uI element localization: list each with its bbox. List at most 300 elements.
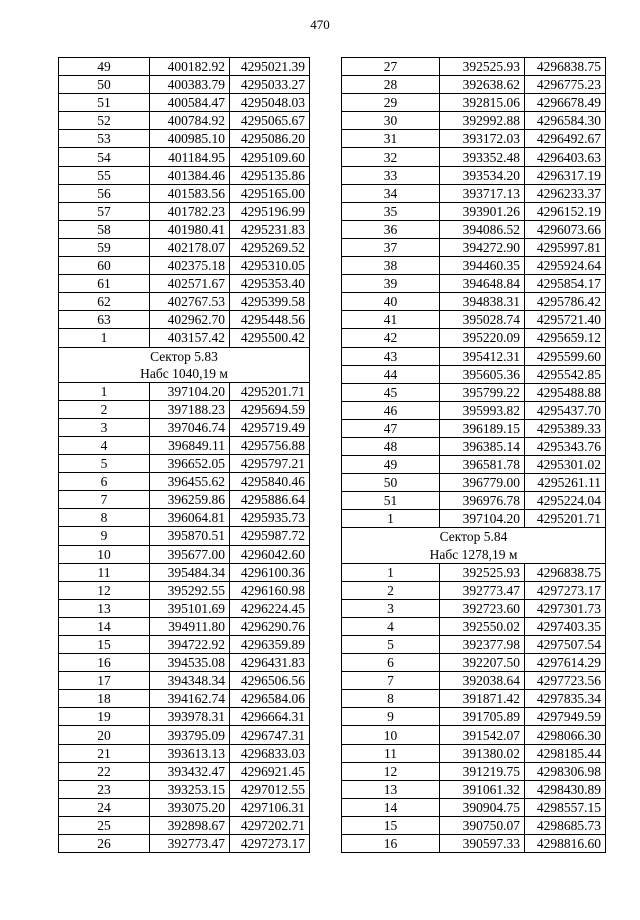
coordinate-y: 4297723.56	[525, 672, 606, 690]
point-number: 23	[59, 780, 150, 798]
table-row	[59, 599, 310, 617]
coordinate-x: 396779.00	[440, 474, 525, 492]
table-row	[342, 762, 606, 780]
coordinates-table-right	[341, 57, 606, 853]
coordinate-y: 4295301.02	[525, 456, 606, 474]
table-row	[342, 76, 606, 94]
coordinate-y: 4295599.60	[525, 347, 606, 365]
coordinate-x: 396581.78	[440, 456, 525, 474]
coordinate-y: 4296359.89	[230, 636, 310, 654]
section-heading-row	[342, 546, 606, 564]
point-number: 61	[59, 275, 150, 293]
coordinate-x: 393432.47	[150, 762, 230, 780]
section-heading: Сектор 5.84	[342, 528, 606, 546]
point-number: 45	[342, 383, 440, 401]
table-row	[59, 708, 310, 726]
coordinate-y: 4296403.63	[525, 148, 606, 166]
table-row	[342, 744, 606, 762]
coordinate-x: 392038.64	[440, 672, 525, 690]
coordinate-x: 396455.62	[150, 473, 230, 491]
point-number: 28	[342, 76, 440, 94]
table-row	[59, 617, 310, 635]
coordinate-y: 4298306.98	[525, 762, 606, 780]
table-row	[342, 780, 606, 798]
point-number: 50	[342, 474, 440, 492]
coordinate-y: 4295196.99	[230, 202, 310, 220]
coordinate-x: 402962.70	[150, 311, 230, 329]
coordinate-x: 394648.84	[440, 275, 525, 293]
point-number: 27	[342, 58, 440, 76]
coordinate-x: 392638.62	[440, 76, 525, 94]
table-row	[59, 238, 310, 256]
table-row	[59, 455, 310, 473]
point-number: 39	[342, 275, 440, 293]
table-row	[342, 419, 606, 437]
coordinate-x: 395292.55	[150, 581, 230, 599]
coordinate-y: 4295997.81	[525, 238, 606, 256]
table-row	[59, 400, 310, 418]
point-number: 38	[342, 257, 440, 275]
coordinate-x: 400383.79	[150, 76, 230, 94]
table-row	[59, 726, 310, 744]
coordinate-y: 4295886.64	[230, 491, 310, 509]
coordinate-y: 4295269.52	[230, 238, 310, 256]
table-row	[59, 780, 310, 798]
point-number: 37	[342, 238, 440, 256]
point-number: 13	[59, 599, 150, 617]
point-number: 51	[342, 492, 440, 510]
table-row	[59, 293, 310, 311]
table-row	[342, 798, 606, 816]
page-number: 470	[310, 17, 330, 32]
coordinate-y: 4295694.59	[230, 400, 310, 418]
point-number: 56	[59, 184, 150, 202]
coordinate-x: 393534.20	[440, 166, 525, 184]
coordinate-x: 395870.51	[150, 527, 230, 545]
table-row	[59, 690, 310, 708]
coordinate-x: 390597.33	[440, 835, 525, 853]
coordinate-x: 394272.90	[440, 238, 525, 256]
coordinate-x: 391061.32	[440, 780, 525, 798]
coordinate-y: 4296838.75	[525, 563, 606, 581]
coordinate-y: 4295488.88	[525, 383, 606, 401]
point-number: 3	[342, 599, 440, 617]
table-row	[342, 275, 606, 293]
coordinate-y: 4296506.56	[230, 672, 310, 690]
coordinate-x: 392992.88	[440, 112, 525, 130]
point-number: 30	[342, 112, 440, 130]
point-number: 49	[59, 58, 150, 76]
coordinate-y: 4295165.00	[230, 184, 310, 202]
point-number: 49	[342, 456, 440, 474]
point-number: 12	[59, 581, 150, 599]
coordinate-y: 4296224.45	[230, 599, 310, 617]
table-row	[342, 599, 606, 617]
coordinate-y: 4295135.86	[230, 166, 310, 184]
point-number: 54	[59, 148, 150, 166]
point-number: 4	[342, 617, 440, 635]
coordinate-y: 4296431.83	[230, 654, 310, 672]
coordinate-y: 4298685.73	[525, 816, 606, 834]
coordinate-y: 4295719.49	[230, 418, 310, 436]
point-number: 2	[59, 400, 150, 418]
point-number: 21	[59, 744, 150, 762]
coordinates-table-left	[58, 57, 310, 853]
table-row	[342, 726, 606, 744]
point-number: 14	[342, 798, 440, 816]
coordinate-x: 395028.74	[440, 311, 525, 329]
point-number: 9	[342, 708, 440, 726]
coordinate-y: 4296290.76	[230, 617, 310, 635]
point-number: 57	[59, 202, 150, 220]
coordinate-y: 4295201.71	[525, 510, 606, 528]
coordinate-x: 395799.22	[440, 383, 525, 401]
coordinate-x: 390904.75	[440, 798, 525, 816]
coordinate-x: 395412.31	[440, 347, 525, 365]
point-number: 35	[342, 202, 440, 220]
coordinate-y: 4295343.76	[525, 437, 606, 455]
coordinate-y: 4295109.60	[230, 148, 310, 166]
coordinate-x: 401980.41	[150, 220, 230, 238]
coordinate-x: 402767.53	[150, 293, 230, 311]
table-row	[342, 347, 606, 365]
point-number: 24	[59, 798, 150, 816]
table-row	[59, 762, 310, 780]
coordinate-y: 4296317.19	[525, 166, 606, 184]
point-number: 16	[59, 654, 150, 672]
coordinate-y: 4295924.64	[525, 257, 606, 275]
point-number: 19	[59, 708, 150, 726]
table-row	[342, 220, 606, 238]
table-row	[342, 672, 606, 690]
table-row	[342, 130, 606, 148]
table-row	[342, 474, 606, 492]
coordinate-x: 390750.07	[440, 816, 525, 834]
coordinate-x: 402571.67	[150, 275, 230, 293]
point-number: 16	[342, 835, 440, 853]
point-number: 60	[59, 257, 150, 275]
coordinate-x: 393253.15	[150, 780, 230, 798]
coordinate-x: 394535.08	[150, 654, 230, 672]
coordinate-y: 4298816.60	[525, 835, 606, 853]
coordinate-y: 4295840.46	[230, 473, 310, 491]
point-number: 8	[342, 690, 440, 708]
point-number: 1	[342, 510, 440, 528]
point-number: 63	[59, 311, 150, 329]
coordinate-x: 392815.06	[440, 94, 525, 112]
point-number: 10	[59, 545, 150, 563]
point-number: 52	[59, 112, 150, 130]
coordinate-x: 392773.47	[440, 581, 525, 599]
point-number: 1	[342, 563, 440, 581]
coordinate-x: 392525.93	[440, 58, 525, 76]
coordinate-x: 392550.02	[440, 617, 525, 635]
point-number: 33	[342, 166, 440, 184]
coordinate-x: 396385.14	[440, 437, 525, 455]
coordinate-x: 396652.05	[150, 455, 230, 473]
coordinate-x: 394162.74	[150, 690, 230, 708]
table-row	[59, 654, 310, 672]
coordinate-x: 400784.92	[150, 112, 230, 130]
coordinate-x: 395220.09	[440, 329, 525, 347]
coordinate-y: 4295389.33	[525, 419, 606, 437]
point-number: 13	[342, 780, 440, 798]
coordinate-y: 4296152.19	[525, 202, 606, 220]
coordinate-x: 392377.98	[440, 636, 525, 654]
table-row	[59, 112, 310, 130]
coordinate-x: 393613.13	[150, 744, 230, 762]
table-row	[342, 456, 606, 474]
table-row	[342, 617, 606, 635]
coordinate-x: 391380.02	[440, 744, 525, 762]
table-row	[342, 94, 606, 112]
point-number: 9	[59, 527, 150, 545]
coordinate-x: 393352.48	[440, 148, 525, 166]
point-number: 32	[342, 148, 440, 166]
coordinate-x: 396259.86	[150, 491, 230, 509]
coordinate-x: 401583.56	[150, 184, 230, 202]
coordinate-y: 4296100.36	[230, 563, 310, 581]
table-row	[59, 527, 310, 545]
coordinate-x: 402375.18	[150, 257, 230, 275]
coordinate-x: 395605.36	[440, 365, 525, 383]
point-number: 43	[342, 347, 440, 365]
table-row	[59, 76, 310, 94]
coordinate-x: 397104.20	[150, 382, 230, 400]
coordinate-y: 4297507.54	[525, 636, 606, 654]
coordinate-x: 395677.00	[150, 545, 230, 563]
coordinate-x: 400584.47	[150, 94, 230, 112]
table-row	[59, 257, 310, 275]
table-row	[342, 311, 606, 329]
coordinate-x: 394722.92	[150, 636, 230, 654]
table-row	[342, 581, 606, 599]
coordinate-y: 4296747.31	[230, 726, 310, 744]
coordinate-x: 394911.80	[150, 617, 230, 635]
coordinate-x: 395993.82	[440, 401, 525, 419]
point-number: 31	[342, 130, 440, 148]
point-number: 6	[342, 654, 440, 672]
coordinate-x: 396189.15	[440, 419, 525, 437]
coordinate-x: 397104.20	[440, 510, 525, 528]
coordinate-x: 393075.20	[150, 798, 230, 816]
coordinate-y: 4296678.49	[525, 94, 606, 112]
coordinate-x: 397188.23	[150, 400, 230, 418]
point-number: 62	[59, 293, 150, 311]
table-row	[342, 257, 606, 275]
coordinate-x: 396976.78	[440, 492, 525, 510]
point-number: 42	[342, 329, 440, 347]
point-number: 26	[59, 835, 150, 853]
table-row	[59, 329, 310, 347]
coordinate-x: 400985.10	[150, 130, 230, 148]
table-row	[59, 509, 310, 527]
table-row	[342, 293, 606, 311]
point-number: 10	[342, 726, 440, 744]
table-row	[59, 184, 310, 202]
point-number: 47	[342, 419, 440, 437]
section-heading-row	[59, 365, 310, 383]
table-row	[59, 491, 310, 509]
coordinate-y: 4296584.06	[230, 690, 310, 708]
table-row	[342, 166, 606, 184]
coordinate-x: 394838.31	[440, 293, 525, 311]
coordinate-y: 4295448.56	[230, 311, 310, 329]
coordinate-y: 4295261.11	[525, 474, 606, 492]
table-row	[59, 636, 310, 654]
table-row	[342, 401, 606, 419]
point-number: 15	[59, 636, 150, 654]
table-row	[59, 581, 310, 599]
point-number: 5	[342, 636, 440, 654]
point-number: 29	[342, 94, 440, 112]
table-row	[59, 58, 310, 76]
point-number: 1	[59, 382, 150, 400]
table-row	[342, 437, 606, 455]
coordinate-y: 4297273.17	[525, 581, 606, 599]
table-row	[342, 329, 606, 347]
point-number: 25	[59, 816, 150, 834]
section-heading: Набс 1278,19 м	[342, 546, 606, 564]
coordinate-y: 4297301.73	[525, 599, 606, 617]
coordinate-x: 394348.34	[150, 672, 230, 690]
coordinate-y: 4295854.17	[525, 275, 606, 293]
coordinate-y: 4295065.67	[230, 112, 310, 130]
point-number: 7	[342, 672, 440, 690]
table-row	[59, 418, 310, 436]
table-row	[59, 744, 310, 762]
point-number: 12	[342, 762, 440, 780]
point-number: 15	[342, 816, 440, 834]
coordinate-y: 4295786.42	[525, 293, 606, 311]
table-row	[59, 436, 310, 454]
coordinate-x: 397046.74	[150, 418, 230, 436]
coordinate-x: 394460.35	[440, 257, 525, 275]
coordinate-y: 4297012.55	[230, 780, 310, 798]
coordinate-y: 4296584.30	[525, 112, 606, 130]
coordinate-y: 4295353.40	[230, 275, 310, 293]
point-number: 4	[59, 436, 150, 454]
point-number: 55	[59, 166, 150, 184]
section-heading: Набс 1040,19 м	[59, 365, 310, 383]
coordinate-y: 4295224.04	[525, 492, 606, 510]
coordinate-y: 4297949.59	[525, 708, 606, 726]
point-number: 20	[59, 726, 150, 744]
coordinate-x: 393172.03	[440, 130, 525, 148]
table-row	[59, 798, 310, 816]
table-row	[342, 112, 606, 130]
table-row	[342, 365, 606, 383]
table-row	[59, 202, 310, 220]
table-row	[59, 382, 310, 400]
point-number: 59	[59, 238, 150, 256]
table-row	[342, 202, 606, 220]
table-row	[342, 238, 606, 256]
point-number: 11	[342, 744, 440, 762]
coordinate-y: 4295721.40	[525, 311, 606, 329]
coordinate-y: 4298557.15	[525, 798, 606, 816]
section-heading-row	[342, 528, 606, 546]
point-number: 53	[59, 130, 150, 148]
coordinate-y: 4296233.37	[525, 184, 606, 202]
coordinate-y: 4296160.98	[230, 581, 310, 599]
point-number: 44	[342, 365, 440, 383]
section-heading-row	[59, 347, 310, 365]
coordinate-y: 4295201.71	[230, 382, 310, 400]
table-row	[342, 636, 606, 654]
coordinate-y: 4296492.67	[525, 130, 606, 148]
table-row	[59, 94, 310, 112]
coordinate-y: 4297202.71	[230, 816, 310, 834]
coordinate-x: 391871.42	[440, 690, 525, 708]
coordinate-y: 4295021.39	[230, 58, 310, 76]
coordinate-y: 4296073.66	[525, 220, 606, 238]
coordinate-y: 4298430.89	[525, 780, 606, 798]
coordinate-y: 4295231.83	[230, 220, 310, 238]
table-row	[59, 130, 310, 148]
table-row	[59, 275, 310, 293]
coordinate-y: 4295437.70	[525, 401, 606, 419]
point-number: 7	[59, 491, 150, 509]
table-row	[59, 545, 310, 563]
point-number: 5	[59, 455, 150, 473]
coordinate-y: 4297273.17	[230, 835, 310, 853]
coordinate-y: 4295048.03	[230, 94, 310, 112]
coordinate-y: 4295500.42	[230, 329, 310, 347]
coordinate-x: 393978.31	[150, 708, 230, 726]
point-number: 41	[342, 311, 440, 329]
table-row	[342, 58, 606, 76]
coordinate-y: 4295987.72	[230, 527, 310, 545]
coordinate-x: 392898.67	[150, 816, 230, 834]
coordinate-y: 4295086.20	[230, 130, 310, 148]
point-number: 40	[342, 293, 440, 311]
coordinate-x: 401184.95	[150, 148, 230, 166]
coordinate-x: 393717.13	[440, 184, 525, 202]
coordinate-y: 4296833.03	[230, 744, 310, 762]
coordinate-x: 392773.47	[150, 835, 230, 853]
coordinate-y: 4296775.23	[525, 76, 606, 94]
coordinate-x: 394086.52	[440, 220, 525, 238]
table-row	[59, 473, 310, 491]
point-number: 50	[59, 76, 150, 94]
coordinate-y: 4295659.12	[525, 329, 606, 347]
coordinate-y: 4296042.60	[230, 545, 310, 563]
table-row	[59, 835, 310, 853]
point-number: 14	[59, 617, 150, 635]
coordinate-y: 4295542.85	[525, 365, 606, 383]
coordinate-x: 403157.42	[150, 329, 230, 347]
table-row	[59, 816, 310, 834]
table-row	[59, 672, 310, 690]
table-row	[59, 311, 310, 329]
coordinate-x: 401384.46	[150, 166, 230, 184]
point-number: 22	[59, 762, 150, 780]
coordinate-x: 401782.23	[150, 202, 230, 220]
point-number: 2	[342, 581, 440, 599]
point-number: 17	[59, 672, 150, 690]
coordinate-x: 392525.93	[440, 563, 525, 581]
table-row	[342, 654, 606, 672]
table-row	[59, 166, 310, 184]
point-number: 6	[59, 473, 150, 491]
coordinate-y: 4297614.29	[525, 654, 606, 672]
section-heading: Сектор 5.83	[59, 347, 310, 365]
coordinate-x: 391219.75	[440, 762, 525, 780]
coordinate-y: 4298185.44	[525, 744, 606, 762]
table-row	[342, 492, 606, 510]
table-row	[342, 816, 606, 834]
